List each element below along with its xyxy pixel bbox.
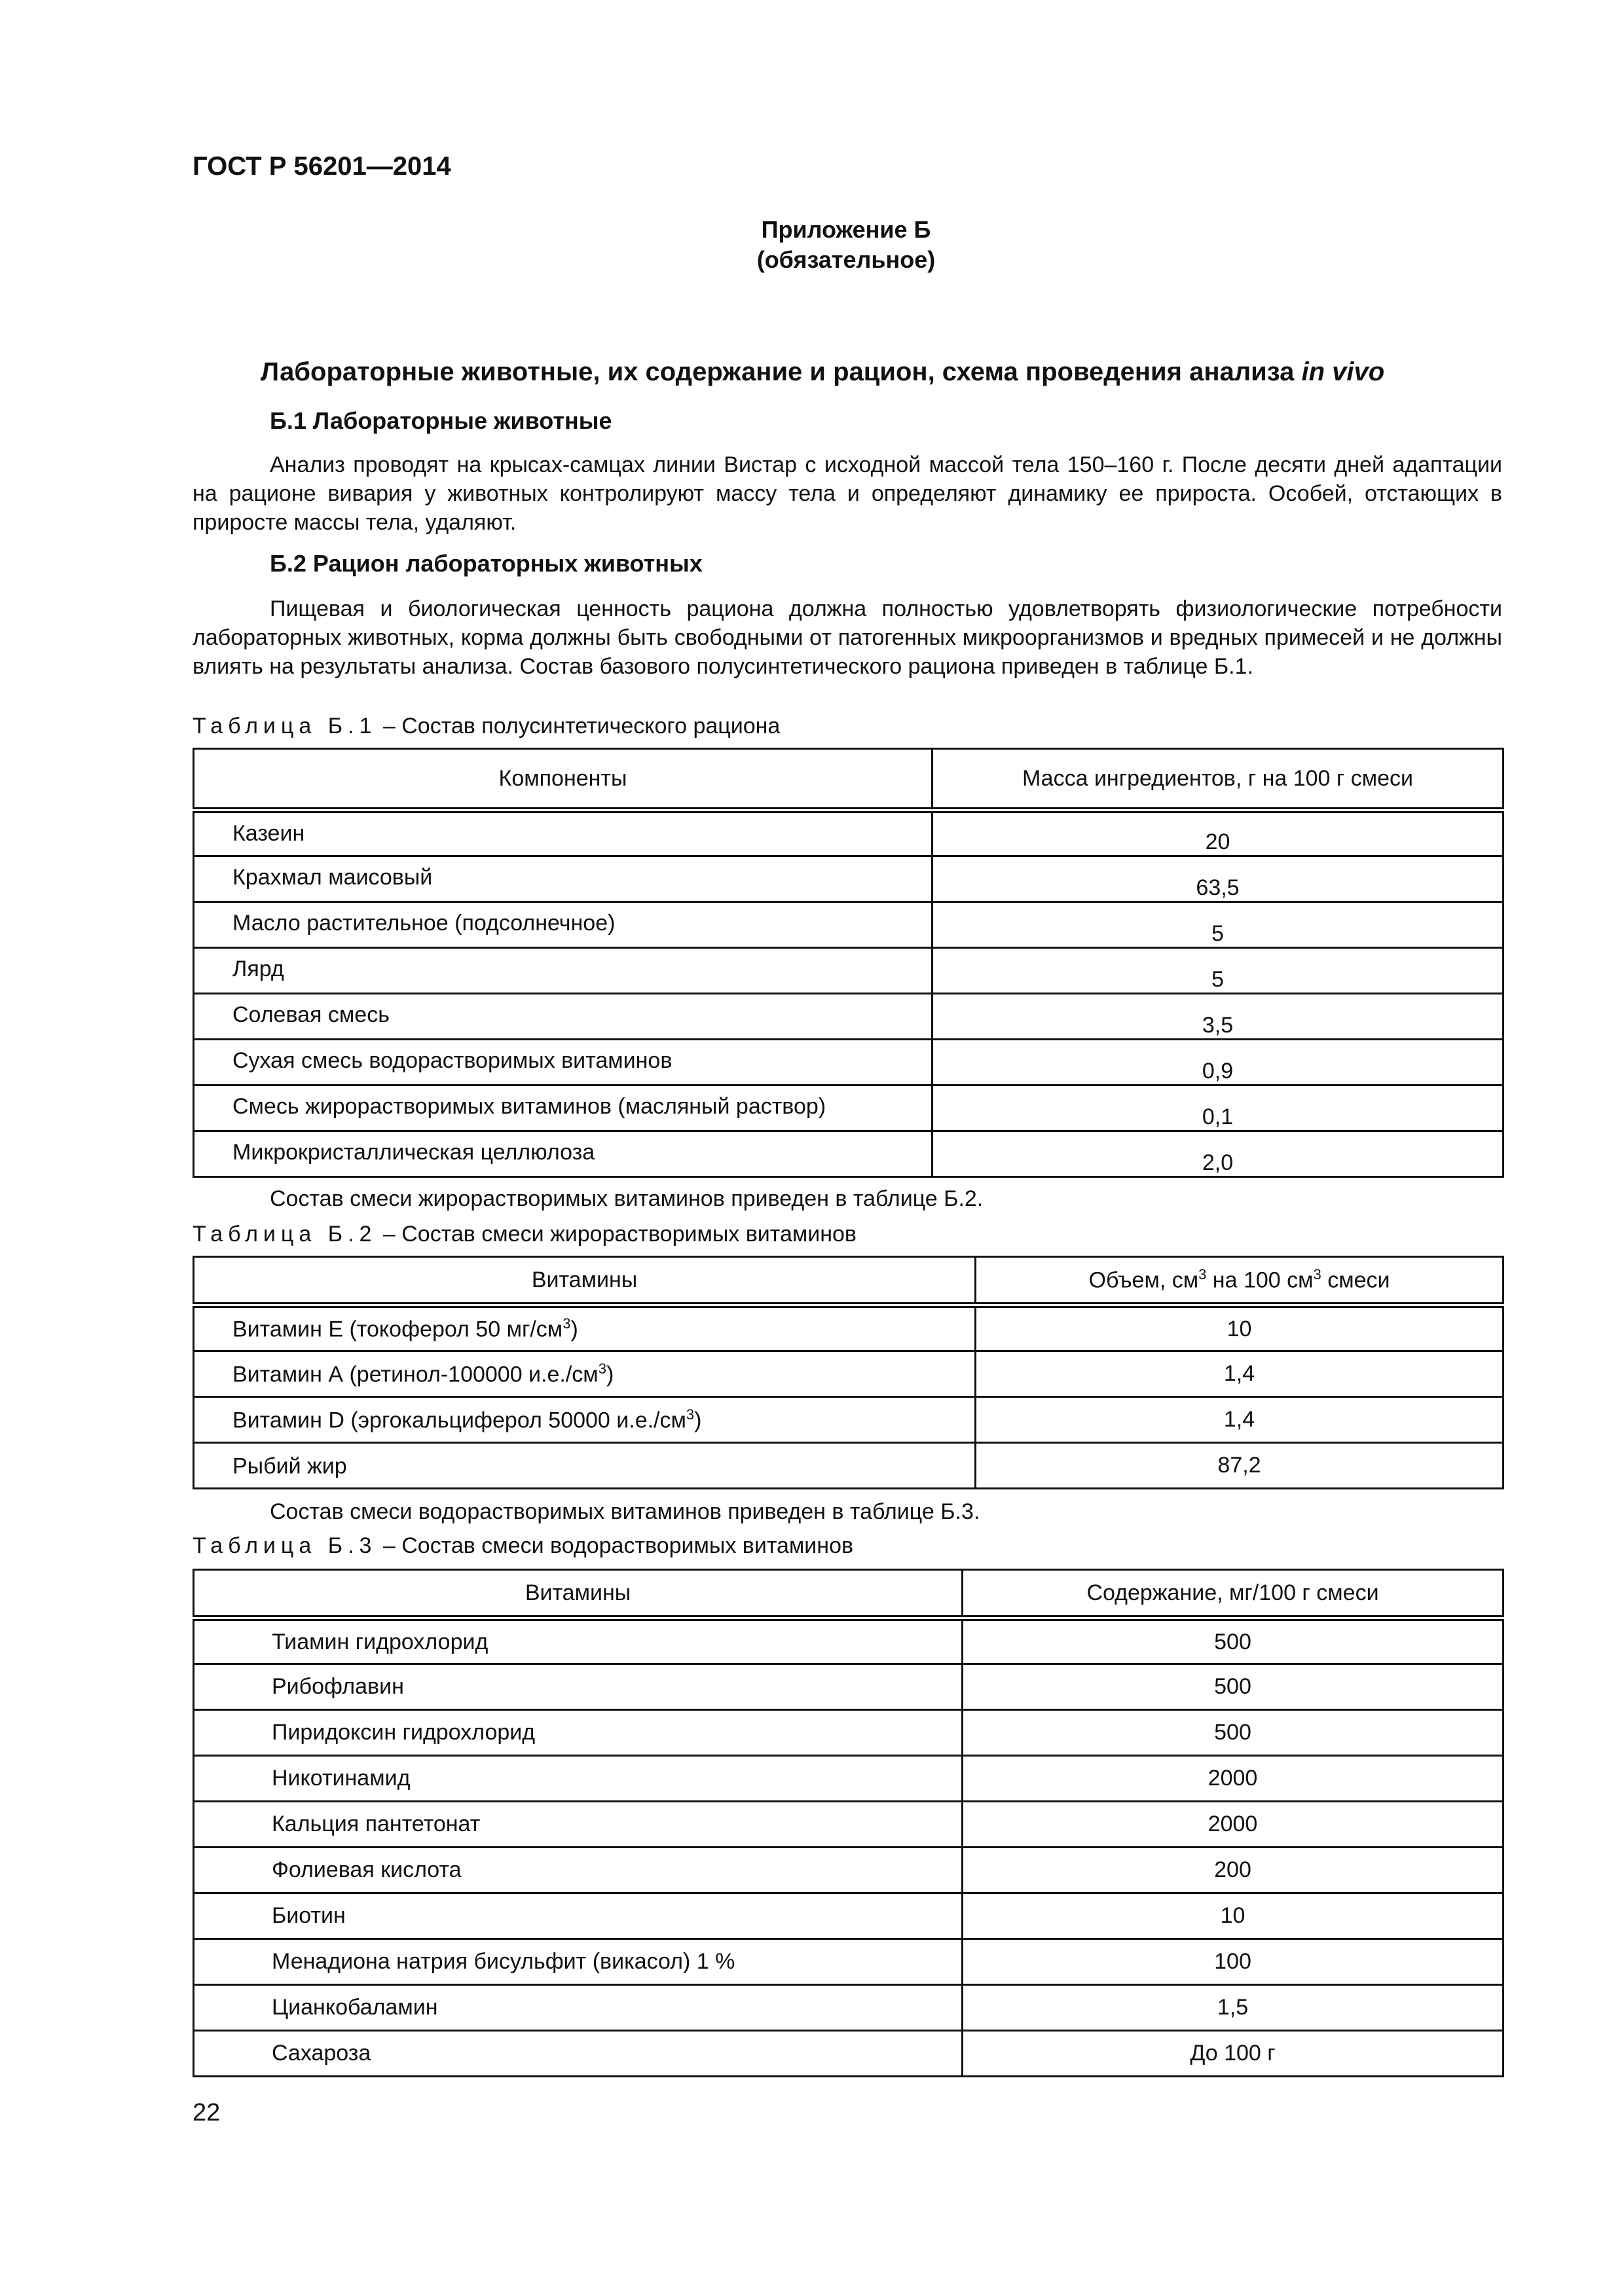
table-row <box>194 1710 1504 1756</box>
row-value: 0,1 <box>932 1085 1504 1131</box>
row-name: Лярд <box>232 957 284 981</box>
row-value: 500 <box>963 1664 1504 1710</box>
table-row <box>194 1131 1504 1177</box>
row-name: Сахароза <box>272 2041 371 2066</box>
row-name: Витамин Е (токоферол 50 мг/см <box>232 1317 563 1342</box>
row-name: Смесь жирорастворимых витаминов (масляный раствор) <box>232 1094 826 1119</box>
row-value: 87,2 <box>976 1443 1504 1489</box>
row-value: 500 <box>963 1618 1504 1664</box>
table-row <box>194 902 1504 948</box>
row-name-cell <box>194 1802 963 1848</box>
table3-caption <box>193 1533 853 1559</box>
row-name: Тиамин гидрохлорид <box>272 1629 489 1654</box>
row-name-cell <box>194 994 932 1040</box>
row-name: Биотин <box>272 1903 346 1928</box>
row-name: Сухая смесь водорастворимых витаминов <box>232 1048 673 1073</box>
header-part: на 100 см <box>1206 1267 1314 1293</box>
column-header: Витамины <box>194 1257 976 1305</box>
table-row <box>194 1305 1504 1351</box>
row-value: До 100 г <box>963 2031 1504 2077</box>
row-value: 500 <box>963 1710 1504 1756</box>
table1-caption-label: Таблица Б.1 <box>193 714 377 738</box>
header-part: смеси <box>1321 1267 1390 1293</box>
table-header-row <box>194 1257 1504 1305</box>
column-header: Компоненты <box>194 749 932 811</box>
table1-caption <box>193 714 780 739</box>
header-sup: 3 <box>1198 1266 1207 1283</box>
appendix-title <box>261 357 1384 387</box>
row-name-cell <box>194 1351 976 1397</box>
row-value: 2,0 <box>932 1131 1504 1177</box>
row-name-cell <box>194 948 932 994</box>
table-row <box>194 994 1504 1040</box>
row-name: Витамин А (ретинол-100000 и.е./см <box>232 1362 599 1387</box>
table-row <box>194 1664 1504 1710</box>
row-name-cell <box>194 2031 963 2077</box>
table-2 <box>193 1256 1504 1489</box>
table-header-row <box>194 1570 1504 1618</box>
row-name-cell <box>194 1040 932 1085</box>
column-header: Содержание, мг/100 г смеси <box>963 1570 1504 1618</box>
table-row <box>194 811 1504 856</box>
row-name-cell <box>194 856 932 902</box>
row-tail: ) <box>570 1317 578 1342</box>
row-name-cell <box>194 1131 932 1177</box>
table-row <box>194 1848 1504 1893</box>
row-name-cell <box>194 1305 976 1351</box>
row-value: 1,4 <box>976 1351 1504 1397</box>
section1-text <box>193 450 1502 537</box>
table-row <box>194 1351 1504 1397</box>
standard-code: ГОСТ Р 56201—2014 <box>193 152 451 181</box>
row-value: 10 <box>976 1305 1504 1351</box>
column-header: Витамины <box>194 1570 963 1618</box>
section1-body: Анализ проводят на крысах-самцах линии Вистар с исходной массой тела 150–160 г. После десяти дней адаптации на рационе вивария у животных контролируют массу тела и определяют динамику ее прироста. Особей, отстающих в приросте массы тела, удаляют. <box>193 452 1502 535</box>
table-header-row <box>194 749 1504 811</box>
column-header <box>976 1257 1504 1305</box>
row-name: Цианкобаламин <box>272 1995 438 2020</box>
table-row <box>194 1985 1504 2031</box>
row-value: 3,5 <box>932 994 1504 1040</box>
section2-body: Пищевая и биологическая ценность рациона должна полностью удовлетворять физиологические потребности лабораторных животных, корма должны быть свободными от патогенных микроорганизмов и вредных примесей и не должны влиять на результаты анализа. Состав базового полусинтетического рациона приведен в таблице Б.1. <box>193 596 1502 679</box>
table-row <box>194 948 1504 994</box>
row-name: Казеин <box>232 821 305 846</box>
row-value: 5 <box>932 948 1504 994</box>
table-row <box>194 1756 1504 1802</box>
table3-caption-text: – Состав смеси водорастворимых витаминов <box>377 1533 854 1558</box>
row-value: 1,4 <box>976 1397 1504 1443</box>
row-value: 200 <box>963 1848 1504 1893</box>
table2-caption <box>193 1222 857 1247</box>
row-name: Масло растительное (подсолнечное) <box>232 911 616 936</box>
row-sup: 3 <box>686 1406 695 1423</box>
table-row <box>194 856 1504 902</box>
section2-heading: Б.2 Рацион лабораторных животных <box>270 550 703 577</box>
table3-intro: Состав смеси водорастворимых витаминов приведен в таблице Б.3. <box>270 1499 980 1524</box>
row-value: 5 <box>932 902 1504 948</box>
appendix-status: (обязательное) <box>756 246 936 273</box>
row-name-cell <box>194 1664 963 1710</box>
row-sup: 3 <box>563 1315 571 1332</box>
row-value: 2000 <box>963 1756 1504 1802</box>
row-name-cell <box>194 1985 963 2031</box>
title-italic: in vivo <box>1301 357 1385 386</box>
row-name: Солевая смесь <box>232 1002 390 1027</box>
table-1 <box>193 748 1504 1178</box>
row-value: 0,9 <box>932 1040 1504 1085</box>
row-value: 2000 <box>963 1802 1504 1848</box>
section1-heading: Б.1 Лабораторные животные <box>270 407 612 434</box>
row-name-cell <box>194 1893 963 1939</box>
row-tail: ) <box>694 1408 702 1433</box>
row-name-cell <box>194 1085 932 1131</box>
table3-caption-label: Таблица Б.3 <box>193 1533 377 1558</box>
row-name-cell <box>194 1443 976 1489</box>
row-name: Фолиевая кислота <box>272 1857 462 1882</box>
row-value: 100 <box>963 1939 1504 1985</box>
row-name: Микрокристаллическая целлюлоза <box>232 1140 595 1165</box>
table-row <box>194 1443 1504 1489</box>
row-value: 10 <box>963 1893 1504 1939</box>
table-row <box>194 1040 1504 1085</box>
row-name: Пиридоксин гидрохлорид <box>272 1720 536 1745</box>
row-value: 20 <box>932 811 1504 856</box>
table-row <box>194 1085 1504 1131</box>
table-row <box>194 1397 1504 1443</box>
table-row <box>194 2031 1504 2077</box>
row-value: 1,5 <box>963 1985 1504 2031</box>
column-header: Масса ингредиентов, г на 100 г смеси <box>932 749 1504 811</box>
appendix-heading <box>0 215 1624 275</box>
row-name-cell <box>194 1939 963 1985</box>
table-row <box>194 1939 1504 1985</box>
title-text: Лабораторные животные, их содержание и рацион, схема проведения анализа <box>261 357 1302 386</box>
header-part: Объем, см <box>1088 1267 1199 1293</box>
table-3 <box>193 1569 1504 2077</box>
row-name-cell <box>194 1710 963 1756</box>
table2-intro: Состав смеси жирорастворимых витаминов приведен в таблице Б.2. <box>270 1186 984 1211</box>
row-name-cell <box>194 1848 963 1893</box>
table-row <box>194 1802 1504 1848</box>
row-name-cell <box>194 1397 976 1443</box>
row-name: Кальция пантетонат <box>272 1812 481 1836</box>
row-name: Рибофлавин <box>272 1674 404 1699</box>
table-row <box>194 1893 1504 1939</box>
row-name-cell <box>194 1756 963 1802</box>
table2-caption-text: – Состав смеси жирорастворимых витаминов <box>377 1222 857 1247</box>
table2-caption-label: Таблица Б.2 <box>193 1222 377 1247</box>
section2-text <box>193 594 1502 681</box>
row-name-cell <box>194 1618 963 1664</box>
page-number: 22 <box>193 2099 221 2126</box>
row-name-cell <box>194 811 932 856</box>
row-name: Менадиона натрия бисульфит (викасол) 1 % <box>272 1949 735 1974</box>
row-sup: 3 <box>598 1360 606 1377</box>
row-name-cell <box>194 902 932 948</box>
appendix-label: Приложение Б <box>761 216 931 243</box>
header-sup: 3 <box>1313 1266 1321 1283</box>
table1-caption-text: – Состав полусинтетического рациона <box>377 714 781 738</box>
row-name: Крахмал маисовый <box>232 865 433 890</box>
row-name: Никотинамид <box>272 1766 411 1791</box>
row-value: 63,5 <box>932 856 1504 902</box>
row-tail: ) <box>606 1362 614 1387</box>
row-name: Витамин D (эргокальциферол 50000 и.е./см <box>232 1408 686 1433</box>
row-name: Рыбий жир <box>232 1453 347 1479</box>
table-row <box>194 1618 1504 1664</box>
